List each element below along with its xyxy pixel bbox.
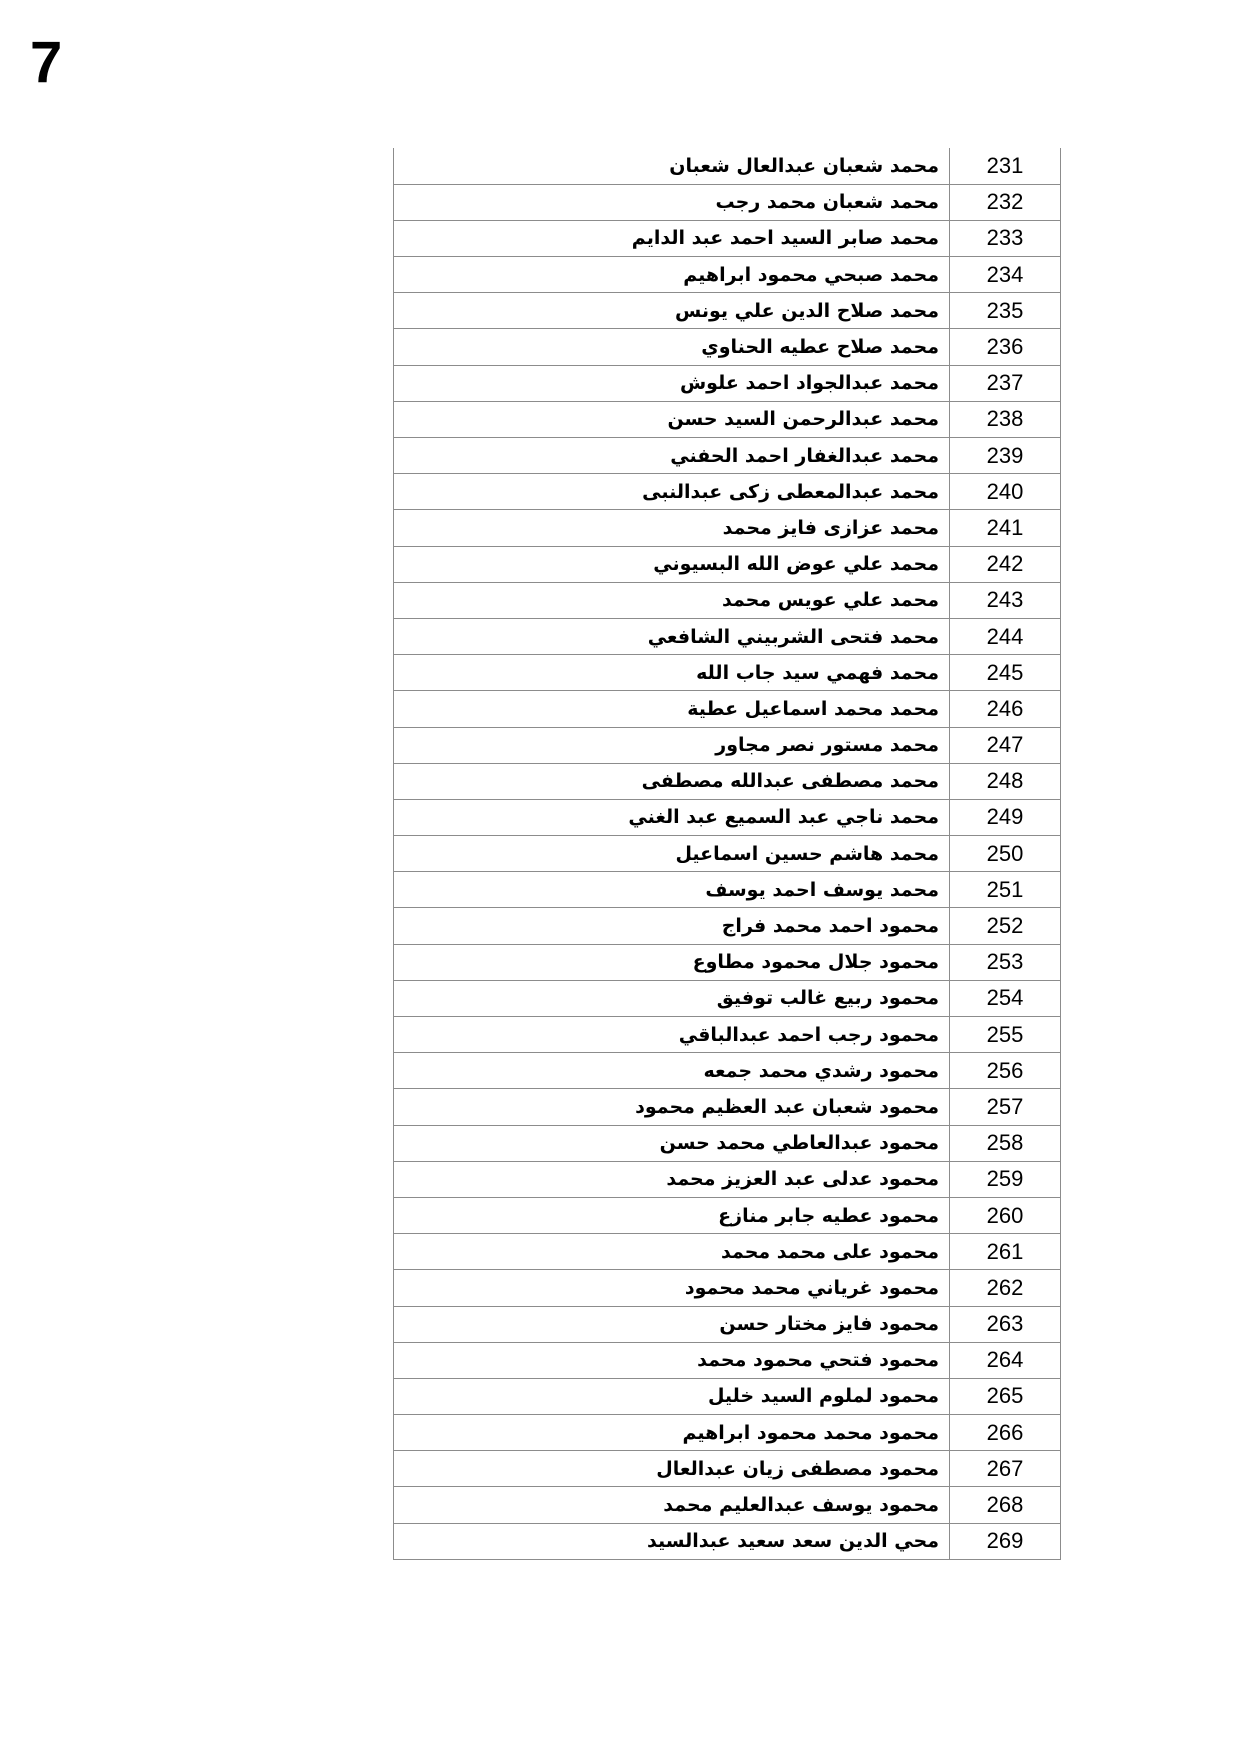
serial-number-cell: 269 (950, 1523, 1061, 1559)
table-row (394, 510, 1061, 546)
table-row (394, 1523, 1061, 1559)
page-number: 7 (30, 30, 63, 95)
name-cell: محمود غرياني محمد محمود (394, 1270, 950, 1306)
table-row (394, 1306, 1061, 1342)
table-body (394, 148, 1061, 1559)
serial-number-cell: 245 (950, 655, 1061, 691)
name-cell: محمود عبدالعاطي محمد حسن (394, 1125, 950, 1161)
table-row (394, 401, 1061, 437)
serial-number-cell: 252 (950, 908, 1061, 944)
table-row (394, 944, 1061, 980)
serial-number-cell: 235 (950, 293, 1061, 329)
serial-number-cell: 246 (950, 691, 1061, 727)
serial-number-cell: 255 (950, 1017, 1061, 1053)
serial-number-cell: 260 (950, 1197, 1061, 1233)
name-cell: محمد صبحي محمود ابراهيم (394, 257, 950, 293)
serial-number-cell: 243 (950, 582, 1061, 618)
serial-number-cell: 249 (950, 799, 1061, 835)
table-row (394, 1053, 1061, 1089)
serial-number-cell: 236 (950, 329, 1061, 365)
table-row (394, 148, 1061, 184)
table-row (394, 618, 1061, 654)
table-row (394, 1125, 1061, 1161)
name-cell: محمد علي عويس محمد (394, 582, 950, 618)
name-cell: محمود جلال محمود مطاوع (394, 944, 950, 980)
name-cell: محمد علي عوض الله البسيوني (394, 546, 950, 582)
table-row (394, 1415, 1061, 1451)
serial-number-cell: 263 (950, 1306, 1061, 1342)
serial-number-cell: 261 (950, 1234, 1061, 1270)
serial-number-cell: 253 (950, 944, 1061, 980)
serial-number-cell: 262 (950, 1270, 1061, 1306)
serial-number-cell: 256 (950, 1053, 1061, 1089)
name-cell: محمد فهمي سيد جاب الله (394, 655, 950, 691)
name-cell: محمد مصطفى عبدالله مصطفى (394, 763, 950, 799)
serial-number-cell: 250 (950, 836, 1061, 872)
serial-number-cell: 267 (950, 1451, 1061, 1487)
serial-number-cell: 268 (950, 1487, 1061, 1523)
serial-number-cell: 254 (950, 980, 1061, 1016)
table-row (394, 691, 1061, 727)
table-row (394, 908, 1061, 944)
name-cell: محمود رجب احمد عبدالباقي (394, 1017, 950, 1053)
serial-number-cell: 266 (950, 1415, 1061, 1451)
name-cell: محمد شعبان محمد رجب (394, 184, 950, 220)
serial-number-cell: 231 (950, 148, 1061, 184)
name-cell: محمود يوسف عبدالعليم محمد (394, 1487, 950, 1523)
name-cell: محمود احمد محمد فراج (394, 908, 950, 944)
name-cell: محمود عطيه جابر منازع (394, 1197, 950, 1233)
name-cell: محمد مستور نصر مجاور (394, 727, 950, 763)
table-row (394, 1089, 1061, 1125)
serial-number-cell: 265 (950, 1378, 1061, 1414)
table-row (394, 293, 1061, 329)
table-row (394, 1234, 1061, 1270)
name-cell: محمد ناجي عبد السميع عبد الغني (394, 799, 950, 835)
serial-number-cell: 238 (950, 401, 1061, 437)
table-row (394, 438, 1061, 474)
name-cell: محمد عبدالغفار احمد الحفني (394, 438, 950, 474)
serial-number-cell: 233 (950, 220, 1061, 256)
name-cell: محمد صابر السيد احمد عبد الدايم (394, 220, 950, 256)
name-cell: محمد عبدالمعطى زكى عبدالنبى (394, 474, 950, 510)
name-cell: محمد صلاح الدين علي يونس (394, 293, 950, 329)
name-cell: محمود فايز مختار حسن (394, 1306, 950, 1342)
table-row (394, 1378, 1061, 1414)
table-row (394, 582, 1061, 618)
serial-number-cell: 232 (950, 184, 1061, 220)
name-cell: محمد يوسف احمد يوسف (394, 872, 950, 908)
table-row (394, 365, 1061, 401)
name-cell: محمود شعبان عبد العظيم محمود (394, 1089, 950, 1125)
name-cell: محمد فتحى الشربيني الشافعي (394, 618, 950, 654)
name-cell: محمد شعبان عبدالعال شعبان (394, 148, 950, 184)
table-row (394, 1197, 1061, 1233)
name-cell: محمد عبدالجواد احمد علوش (394, 365, 950, 401)
table-row (394, 220, 1061, 256)
serial-number-cell: 244 (950, 618, 1061, 654)
name-cell: محمد عزازى فايز محمد (394, 510, 950, 546)
serial-number-cell: 247 (950, 727, 1061, 763)
table-row (394, 1017, 1061, 1053)
table-row (394, 257, 1061, 293)
serial-number-cell: 237 (950, 365, 1061, 401)
name-cell: محمد هاشم حسين اسماعيل (394, 836, 950, 872)
table-row (394, 474, 1061, 510)
name-cell: محمود محمد محمود ابراهيم (394, 1415, 950, 1451)
table-row (394, 655, 1061, 691)
table-row (394, 1342, 1061, 1378)
serial-number-cell: 257 (950, 1089, 1061, 1125)
table-row (394, 184, 1061, 220)
name-cell: محمود رشدي محمد جمعه (394, 1053, 950, 1089)
name-cell: محمود مصطفى زيان عبدالعال (394, 1451, 950, 1487)
serial-number-cell: 258 (950, 1125, 1061, 1161)
table-row (394, 799, 1061, 835)
serial-number-cell: 251 (950, 872, 1061, 908)
table-row (394, 980, 1061, 1016)
name-cell: محمود عدلى عبد العزيز محمد (394, 1161, 950, 1197)
name-cell: محمود ربيع غالب توفيق (394, 980, 950, 1016)
name-cell: محمود على محمد محمد (394, 1234, 950, 1270)
table-row (394, 1161, 1061, 1197)
serial-number-cell: 248 (950, 763, 1061, 799)
serial-number-cell: 239 (950, 438, 1061, 474)
table-row (394, 1487, 1061, 1523)
serial-number-cell: 234 (950, 257, 1061, 293)
name-cell: محي الدين سعد سعيد عبدالسيد (394, 1523, 950, 1559)
serial-number-cell: 259 (950, 1161, 1061, 1197)
serial-number-cell: 242 (950, 546, 1061, 582)
name-cell: محمد محمد اسماعيل عطية (394, 691, 950, 727)
names-table (393, 148, 1061, 1560)
table-row (394, 1270, 1061, 1306)
serial-number-cell: 240 (950, 474, 1061, 510)
table-row (394, 1451, 1061, 1487)
table-row (394, 836, 1061, 872)
table-row (394, 546, 1061, 582)
table-row (394, 727, 1061, 763)
table-row (394, 329, 1061, 365)
name-cell: محمود فتحي محمود محمد (394, 1342, 950, 1378)
table-row (394, 872, 1061, 908)
name-cell: محمد صلاح عطيه الحناوي (394, 329, 950, 365)
name-cell: محمد عبدالرحمن السيد حسن (394, 401, 950, 437)
serial-number-cell: 241 (950, 510, 1061, 546)
table-row (394, 763, 1061, 799)
name-cell: محمود لملوم السيد خليل (394, 1378, 950, 1414)
serial-number-cell: 264 (950, 1342, 1061, 1378)
